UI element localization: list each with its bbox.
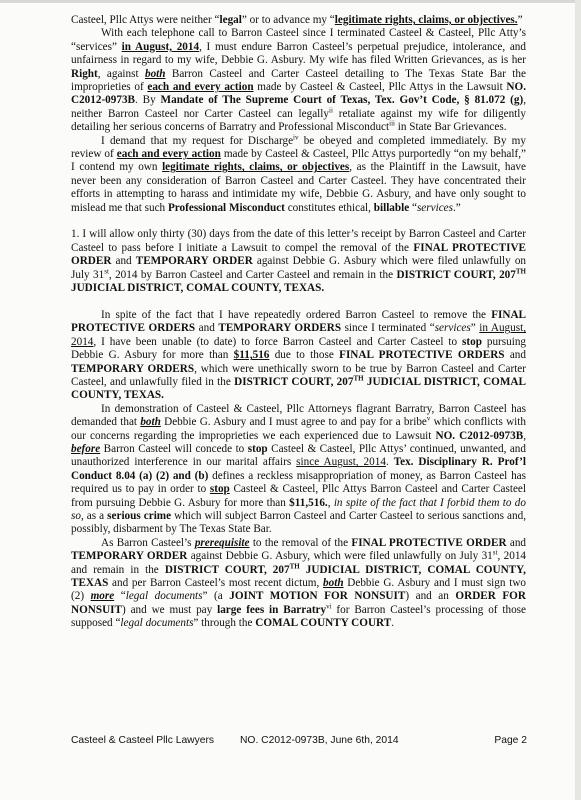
text: In demonstration of Casteel & Casteel, Pllc Attorneys flagrant Barratry, Barron Casteel has demanded that (71, 402, 526, 429)
emphasis-both: both (323, 577, 344, 590)
text: ” through the (193, 617, 256, 630)
text: since I terminated “ (341, 322, 435, 335)
footer-page-number: Page 2 (494, 735, 527, 746)
emphasis-legal-documents: legal documents (125, 590, 203, 603)
endnote-mark: ii (329, 106, 333, 115)
emphasis-order: TEMPORARY ORDER (71, 550, 188, 563)
text: against Debbie G. Asbury which were filed unlawfully on July 31 (71, 255, 527, 281)
ordinal-suffix: st (492, 548, 498, 557)
text: Debbie G. Asbury and I must sign two (2) (71, 577, 526, 603)
text: due to those (269, 349, 340, 362)
emphasis-motion: JOINT MOTION FOR NONSUIT (229, 590, 406, 603)
paragraph-discharge-demand (71, 132, 526, 215)
text: “ (114, 590, 126, 603)
emphasis-each-every: each and every action (116, 148, 221, 161)
text: as a (83, 510, 108, 522)
text: I demand that my request for Discharge (101, 134, 294, 147)
emphasis-right: Right (71, 67, 98, 80)
text: made by Casteel & Casteel, Pllc Attys in the Lawsuit (253, 81, 507, 94)
text: and (506, 536, 527, 549)
emphasis-billable: billable (373, 201, 410, 214)
text: , as the Plaintiff in the Lawsuit, have never been any consideration of Barron Casteel and Carter Casteel. They have concentrated their efforts in attempting to harass and intimidate my wife, Debbie G. Asbury, and have only sought to mislead me that such (71, 161, 526, 214)
emphasis-both: both (144, 67, 166, 80)
emphasis-mandate: Mandate of The Supreme Court of Texas, Tex. Gov’t Code, § 81.072 (g) (160, 94, 524, 107)
emphasis-court: JUDICIAL DISTRICT, COMAL COUNTY, TEXAS. (71, 375, 526, 402)
emphasis-more: more (90, 590, 115, 603)
emphasis-date: in August, 2014 (121, 40, 200, 53)
text: , which were unethically sworn to be true by Barron Casteel and Carter Casteel, and unlawfully filed in the (71, 362, 526, 388)
text: against Debbie G. Asbury, which were filed unlawfully on July 31 (187, 550, 493, 563)
emphasis-legal-documents: legal documents (120, 617, 194, 630)
text: , neither Barron Casteel nor Carter Casteel can legally (71, 94, 526, 120)
emphasis-crime: serious crime (107, 510, 172, 522)
emphasis-fees: large fees in Barratry (217, 603, 327, 616)
emphasis-legal: legal (219, 14, 242, 26)
scan-edge-top (0, 0, 581, 3)
text: . (391, 617, 394, 630)
text: made by Casteel & Casteel, Pllc Attys purportedly “on my behalf,” I contend my own (71, 148, 526, 174)
text: , I must endure Barron Casteel’s perpetual prejudice, intolerance, and unfairness in regard to my wife, Debbie G. Asbury. My wife has filed Written Grievances, as is her (71, 40, 526, 67)
text: to the removal of the (249, 536, 352, 549)
emphasis-motion: ORDER FOR NONSUIT (71, 590, 526, 616)
text: Casteel, Pllc Attys were neither “ (71, 14, 220, 26)
text: for Barron Casteel’s processing of those supposed “ (71, 603, 526, 630)
text: ” (517, 14, 523, 26)
emphasis-stop: stop (209, 483, 230, 496)
emphasis-date: since August, 2014 (296, 456, 386, 469)
emphasis-stop: stop (462, 335, 482, 348)
text: constitutes ethical, (284, 201, 374, 214)
text: Casteel & Casteel, Pllc Attys Barron Casteel and Carter Casteel from pursuing Debbie G. Asbury for more than (71, 483, 526, 509)
paragraph-barratry (71, 403, 526, 537)
endnote-mark: iv (293, 132, 299, 141)
text: , I have been unable (to date) to force Barron Casteel and Carter Casteel to (93, 335, 463, 348)
text: “ (409, 201, 417, 214)
emphasis-rights: legitimate rights, claims, or objectives. (334, 14, 518, 26)
case-number: NO. C2012-0973B (71, 81, 526, 107)
text: ” (a (202, 590, 230, 603)
text: retaliate against my wife for diligently detailing her serious concerns of Barratry and Professional Misconduct (71, 107, 526, 134)
emphasis-order: FINAL PROTECTIVE ORDER (71, 241, 526, 268)
emphasis-order: TEMPORARY ORDER (135, 255, 253, 268)
emphasis-both: both (140, 416, 161, 429)
text: pursuing Debbie G. Asbury for more than (71, 335, 527, 362)
scan-edge-right (575, 0, 581, 800)
text: , 2014 and remain in the (71, 550, 526, 576)
emphasis-before: before (71, 442, 101, 455)
case-number: NO. C2012-0973B (435, 429, 524, 442)
text: and (195, 322, 219, 335)
emphasis-each-every: each and every action (147, 81, 254, 94)
emphasis-court: DISTRICT COURT, 207 (234, 375, 354, 388)
text: Barron Casteel and Carter Casteel detailing to The Texas State Bar the improprieties of (71, 67, 526, 94)
emphasis-rights: legitimate rights, claims, or objectives (162, 161, 350, 174)
text: which conflicts with our concerns regarding the improprieties we each experienced due to Lawsuit (71, 416, 526, 442)
paragraph-repeated-orders (71, 309, 526, 403)
emphasis-services: services (416, 201, 453, 214)
emphasis-court: COMAL COUNTY COURT (255, 617, 392, 630)
emphasis-forbid: in spite of the fact that I forbid them to do so, (71, 496, 526, 522)
emphasis-court: DISTRICT COURT, 207 (396, 268, 516, 281)
emphasis-court: JUDICIAL DISTRICT, COMAL COUNTY, TEXAS. (71, 282, 325, 295)
text: defines a reckless misappropriation of money, as Barron Casteel has required us to pay in order to (71, 469, 526, 496)
text: ” or to advance my “ (241, 14, 335, 26)
ordinal-suffix: st (104, 266, 109, 275)
text: . (385, 456, 394, 469)
paragraph-continuation (71, 14, 526, 27)
text: In spite of the fact that I have repeatedly ordered Barron Casteel to remove the (101, 308, 492, 321)
text: Debbie G. Asbury and I must agree to and pay for a bribe (160, 416, 427, 429)
text: As Barron Casteel’s (101, 536, 195, 549)
text: and per Barron Casteel’s most recent dictum, (108, 577, 324, 590)
text: Barron Casteel will concede to (100, 442, 248, 455)
emphasis-rule: Tex. Disciplinary R. Prof’l Conduct 8.04 (a) (2) and (b) (71, 456, 526, 482)
paragraph-telephone-calls (71, 27, 526, 134)
text: ” (470, 322, 480, 335)
emphasis-order: FINAL PROTECTIVE ORDERS (71, 308, 526, 335)
emphasis-amount: $11,516 (233, 349, 270, 362)
emphasis-order: FINAL PROTECTIVE ORDER (351, 536, 507, 549)
emphasis-court: JUDICIAL DISTRICT, COMAL COUNTY, TEXAS (71, 563, 526, 590)
emphasis-stop: stop (247, 442, 268, 455)
footer-case-date: NO. C2012-0973B, June 6th, 2014 (240, 735, 399, 746)
text: , 2014 by Barron Casteel and Carter Casteel and remain in the (108, 268, 397, 281)
text: . By (135, 94, 161, 107)
ordinal-suffix: TH (289, 561, 300, 570)
text: in State Bar Grievances. (394, 121, 507, 134)
paragraph-prerequisite (71, 537, 526, 631)
footer-firm-name: Casteel & Casteel Pllc Lawyers (71, 735, 215, 746)
emphasis-services: services (434, 322, 471, 335)
text: be obeyed and completed immediately. By my review of (71, 134, 526, 161)
text: , (327, 496, 334, 509)
emphasis-order: TEMPORARY ORDERS (218, 322, 342, 335)
endnote-mark: v (426, 414, 431, 423)
emphasis-court: DISTRICT COURT, 207 (164, 563, 290, 576)
paragraph-item-1 (71, 228, 526, 295)
text: , against (97, 67, 145, 80)
emphasis-order: TEMPORARY ORDERS (71, 362, 195, 375)
ordinal-suffix: TH (353, 374, 364, 383)
emphasis-date: in August, 2014 (71, 322, 526, 348)
text: and (504, 349, 526, 362)
text: ) and an (405, 590, 456, 603)
text: .” (453, 201, 461, 214)
text: which will subject Barron Casteel and Carter Casteel to serious sanctions and, possibly, disbarment by The Texas State Bar. (71, 510, 526, 536)
page-footer (71, 735, 527, 751)
endnote-mark: vi (326, 602, 332, 611)
text: Casteel & Casteel, Pllc Attys’ continued, unwanted, and unauthorized interference in our marital affairs (71, 442, 526, 469)
emphasis-prerequisite: prerequisite (194, 536, 250, 549)
letter-body (71, 14, 526, 631)
text: , (523, 429, 526, 442)
emphasis-amount: $11,516. (289, 496, 328, 509)
text: 1. I will allow only thirty (30) days from the date of this letter’s receipt by Barron Casteel and Carter Casteel to pass before I initiate a Lawsuit to compel the removal of the (71, 228, 526, 254)
text: and (111, 255, 136, 268)
text: ) and we must pay (121, 603, 218, 616)
endnote-mark: iii (389, 119, 395, 128)
ordinal-suffix: TH (515, 266, 526, 275)
text: With each telephone call to Barron Casteel since I terminated Casteel & Casteel, Pllc Atty’s “services” (71, 27, 526, 53)
emphasis-misconduct: Professional Misconduct (167, 201, 285, 214)
emphasis-order: FINAL PROTECTIVE ORDERS (339, 349, 505, 362)
